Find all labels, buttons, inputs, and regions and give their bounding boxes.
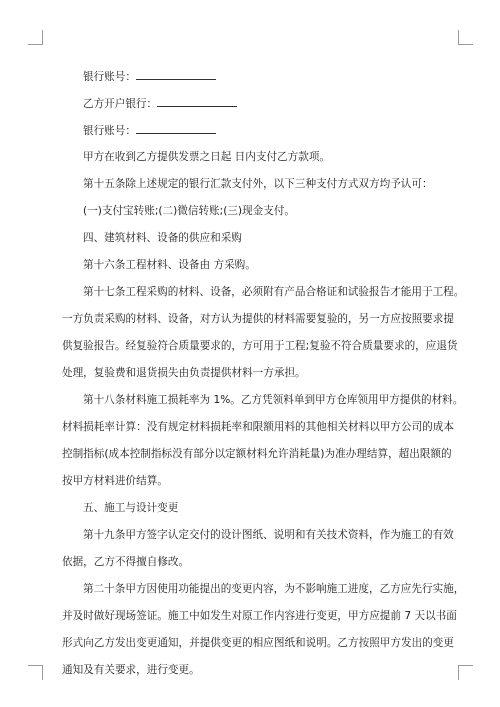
section-5-heading: 五、施工与设计变更 — [83, 502, 179, 514]
crop-mark-bottom-right — [458, 665, 473, 680]
party-b-bank-blank — [157, 95, 237, 107]
crop-mark-top-right — [458, 30, 473, 45]
article-18-line-1: 第十八条材料施工损耗率为 1%。乙方凭领料单到甲方仓库领用甲方提供的材料。 — [83, 394, 464, 406]
bank-account-line-1 — [62, 68, 434, 85]
crop-mark-top-left — [28, 30, 43, 45]
article-17-line-3: 供复验报告。经复验符合质量要求的，方可用于工程;复验不符合质量要求的，应退货 — [62, 340, 458, 352]
section-4-heading: 四、建筑材料、设备的供应和采购 — [83, 232, 242, 244]
party-b-bank-label: 乙方开户银行： — [83, 98, 158, 110]
article-15: 第十五条除上述规定的银行汇款支付外，以下三种支付方式双方均予认可： — [83, 178, 433, 190]
article-18-line-4: 按甲方材料进价结算。 — [62, 475, 168, 487]
document-body — [62, 68, 465, 679]
article-17-line-4: 处理，复验费和退货损失由负责提供材料一方承担。 — [62, 367, 306, 379]
article-19-line-1: 第十九条甲方签字认定交付的设计图纸、说明和有关技术资料，作为施工的有效 — [83, 529, 454, 541]
party-b-bank-line — [62, 95, 434, 112]
bank-account-blank-1 — [136, 68, 216, 80]
article-20-line-3: 形式向乙方发出变更通知，并提供变更的相应图纸和说明。乙方按照甲方发出的变更 — [62, 637, 454, 649]
article-20-line-1: 第二十条甲方因使用功能提出的变更内容，为不影响施工进度，乙方应先行实施， — [83, 583, 465, 595]
crop-mark-bottom-left — [28, 665, 43, 680]
article-18-line-2: 材料损耗率计算：没有规定材料损耗率和限额用料的其他相关材料以甲方公司的成本 — [62, 421, 454, 433]
payment-clause: 甲方在收到乙方提供发票之日起 日内支付乙方款项。 — [83, 151, 331, 163]
article-18-line-3: 控制指标(成本控制指标没有部分以定额材料允许消耗量)为准办理结算，超出限额的 — [62, 448, 452, 460]
article-16: 第十六条工程材料、设备由 方采购。 — [83, 259, 256, 271]
bank-account-line-2 — [62, 122, 434, 139]
bank-account-blank-2 — [136, 122, 216, 134]
bank-account-label-1: 银行账号： — [83, 71, 136, 83]
bank-account-label-2: 银行账号： — [83, 125, 136, 137]
payment-methods: (一)支付宝转账;(二)微信转账;(三)现金支付。 — [83, 205, 296, 217]
article-20-line-2: 并及时做好现场签证。施工中如发生对原工作内容进行变更，甲方应提前 7 天以书面 — [62, 610, 457, 622]
article-17-line-1: 第十七条工程采购的材料、设备，必须附有产品合格证和试验报告才能用于工程。 — [83, 286, 465, 298]
article-20-line-4: 通知及有关要求，进行变更。 — [62, 664, 200, 676]
article-19-line-2: 依据，乙方不得擅自修改。 — [62, 556, 190, 568]
article-17-line-2: 一方负责采购的材料、设备，对方认为提供的材料需要复验的，另一方应按照要求提 — [62, 313, 454, 325]
